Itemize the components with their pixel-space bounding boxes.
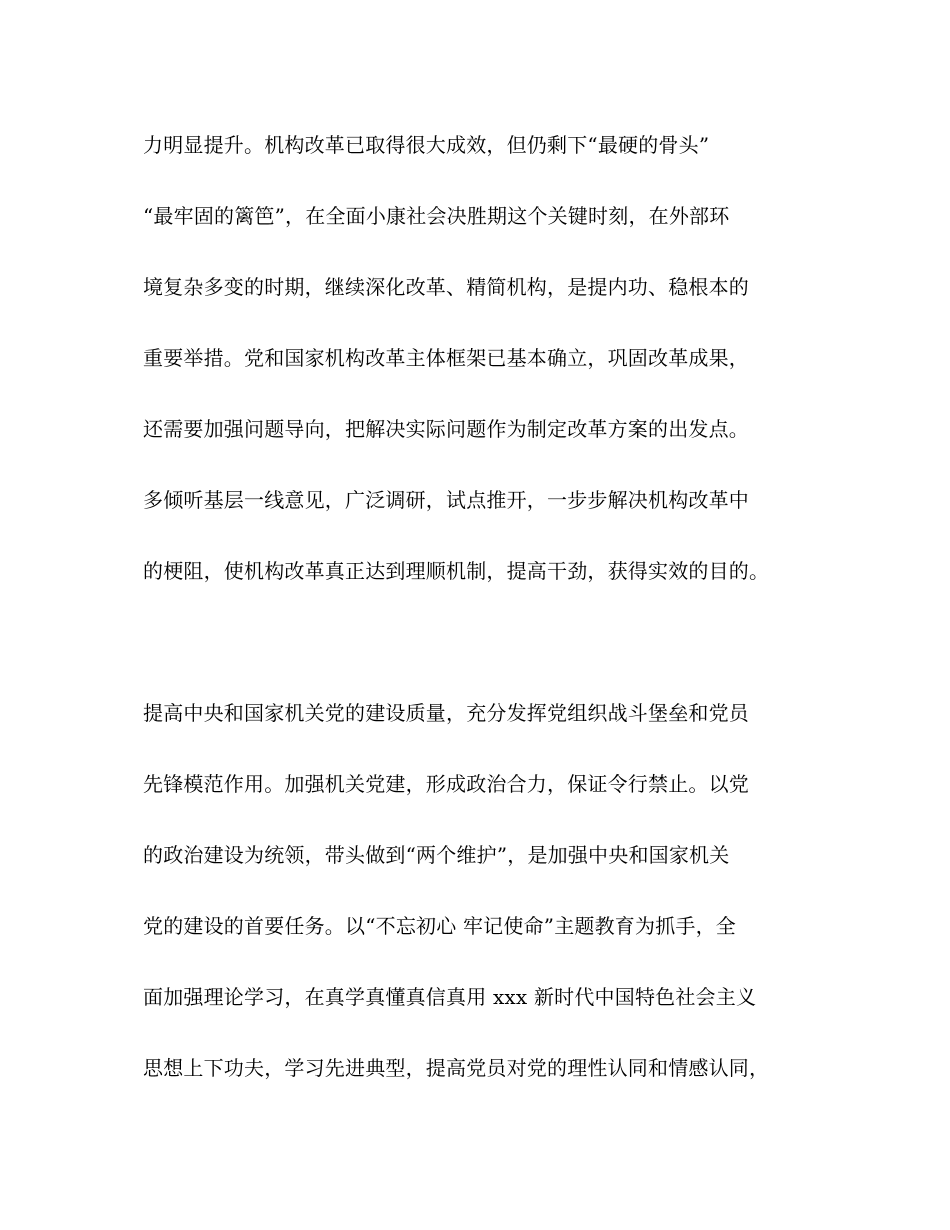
text-line: “最牢固的篱笆”，在全面小康社会决胜期这个关键时刻，在外部环 [143,204,730,228]
text-line: 力明显提升。机构改革已取得很大成效，但仍剩下“最硬的骨头” [143,133,710,157]
text-line: 先锋模范作用。加强机关党建，形成政治合力，保证令行禁止。以党 [143,772,749,796]
text-line: 的政治建设为统领，带头做到“两个维护”，是加强中央和国家机关 [143,843,730,867]
paragraph-1 [143,110,813,607]
text-line: 党的建设的首要任务。以“不忘初心 牢记使命”主题教育为抓手，全 [143,914,737,938]
text-line: 境复杂多变的时期，继续深化改革、精简机构，是提内功、稳根本的 [143,275,749,299]
text-line: 重要举措。党和国家机构改革主体框架已基本确立，巩固改革成果， [143,346,749,370]
text-line: 面加强理论学习，在真学真懂真信真用 xxx 新时代中国特色社会主义 [143,985,757,1009]
text-line: 的梗阻，使机构改革真正达到理顺机制，提高干劲，获得实效的目的。 [143,559,770,583]
text-line: 多倾听基层一线意见，广泛调研，试点推开，一步步解决机构改革中 [143,488,749,512]
text-line: 提高中央和国家机关党的建设质量，充分发挥党组织战斗堡垒和党员 [143,701,749,725]
paragraph-2 [143,678,813,1104]
text-line: 还需要加强问题导向，把解决实际问题作为制定改革方案的出发点。 [143,417,749,441]
text-line: 思想上下功夫，学习先进典型，提高党员对党的理性认同和情感认同， [143,1056,770,1080]
